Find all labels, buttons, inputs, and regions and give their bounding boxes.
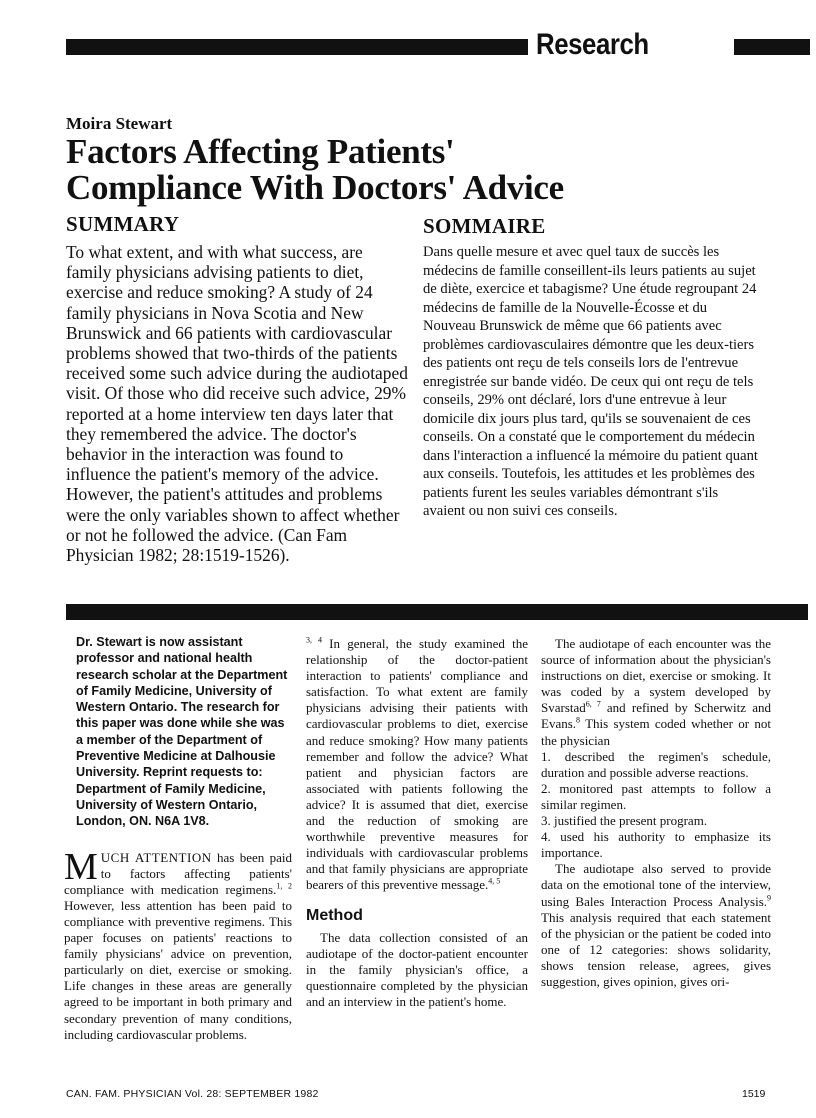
author-name: Moira Stewart bbox=[66, 114, 173, 133]
intro-text-c: In general, the study examined the relationship of the doctor-patient interaction to patients' compliance and satisfaction. To what extent are family physicians advising their patients with cardiovascular problems to diet, exercise and reduce smoking? How many patients remember and follow the advice? What patient and physician factors are associated with patients following the advice? It is assumed that diet, exercise and the reduction of smoking are worthwhile preventive measures for individuals with cardiovascular problems and that family physicians are appropriate bearers of this preventive message. bbox=[306, 636, 528, 893]
sommaire-text: Dans quelle mesure et avec quel taux de succès les médecins de famille conseillent-ils leurs patients au sujet de diète, exercice et tabagisme? Une étude regroupant 24 médecins de famille de la Nouvelle-Écosse et du Nouveau Brunswick de même que 66 patients avec problèmes cardiovasculaires démontre que les deux-tiers des patients ont reçu de tels conseils lors de l'entrevue enregistrée sur bande vidéo. De ceux qui ont reçu de tels conseils, 29% ont déclaré, lors d'une entrevue à leur domicile dix jours plus tard, qu'ils se souvenaient de ces conseils. On a constaté que le comportement du médecin dans l'interaction a influencé la mémoire du patient quant aux conseils. Toutefois, les attitudes et les problèmes des patients furent les seules variables démontrant s'ils avaient ou non suivi ces conseils. bbox=[423, 244, 758, 519]
summary-text: To what extent, and with what success, are family physicians advising patients to diet, exercise and reduce smoking? A study of 24 family physicians in Nova Scotia and New Brunswick and 66 patients with cardiovascular problems showed that two-thirds of the patients received some such advice during the audiotaped visit. Of those who did receive such advice, 29% reported at a home interview ten days later that they remembered the advice. The doctor's behavior in the interaction was found to influence the patient's memory of the advice. However, the patient's attitudes and problems were the only variables shown to affect whether or not he followed the advice. (Can Fam Physician 1982; 28:1519-1526). bbox=[66, 242, 408, 566]
ref-3-4: 3, 4 bbox=[306, 635, 322, 645]
method-text-c: This system coded whether or not the physician bbox=[541, 716, 771, 748]
column-2 bbox=[306, 636, 528, 1010]
intro-paragraph bbox=[64, 845, 292, 1043]
method-heading: Method bbox=[306, 906, 363, 924]
method-text-a: The audiotape of each encounter was the source of information about the physician's instructions on diet, exercise or smoking. It was coded by a system developed by Svarstad bbox=[541, 636, 771, 716]
article-title bbox=[66, 134, 806, 206]
title-line-2: Compliance With Doctors' Advice bbox=[66, 168, 564, 207]
list-item: 1. described the regimen's schedule, duration and possible adverse reactions. bbox=[541, 748, 771, 780]
method-paragraph-1: The data collection consisted of an audiotape of the doctor-patient encounter in the family physician's office, a questionnaire completed by the physician and an interview in the patient's home. bbox=[306, 929, 528, 1009]
summary-heading: SUMMARY bbox=[66, 212, 180, 236]
ref-1-2: 1, 2 bbox=[276, 881, 292, 891]
method-paragraph-3 bbox=[541, 861, 771, 990]
column-1 bbox=[64, 634, 292, 1043]
drop-cap: M bbox=[64, 845, 98, 888]
ref-9: 9 bbox=[767, 893, 771, 903]
intro-lead-caps: UCH ATTENTION bbox=[100, 849, 212, 865]
page-number: 1519 bbox=[742, 1088, 766, 1100]
method-text-d: The audiotape also served to provide data on the emotional tone of the interview, using Bales Interaction Process Analysis. bbox=[541, 861, 771, 909]
method-paragraph-2 bbox=[541, 636, 771, 749]
intro-continued bbox=[306, 636, 528, 894]
journal-citation: CAN. FAM. PHYSICIAN Vol. 28: SEPTEMBER 1982 bbox=[66, 1088, 319, 1100]
ref-6-7: 6, 7 bbox=[585, 700, 601, 710]
sommaire-heading: SOMMAIRE bbox=[423, 214, 546, 238]
intro-text-a: has been paid to factors affecting patients' compliance with medication regimens. bbox=[64, 849, 292, 897]
ref-8: 8 bbox=[576, 716, 581, 726]
banner-bar-right bbox=[734, 39, 810, 55]
author-bio: Dr. Stewart is now assistant professor and national health research scholar at the Department of Family Medicine, University of Western Ontario. The research for this paper was done while she was a member of the Department of Preventive Medicine at Dalhousie University. Reprint requests to: Department of Family Medicine, University of Western Ontario, London, ON. N6A 1V8. bbox=[76, 635, 288, 829]
list-item: 3. justified the present program. bbox=[541, 813, 708, 829]
column-3 bbox=[541, 636, 771, 990]
ref-4-5: 4, 5 bbox=[488, 877, 501, 887]
method-text-e: This analysis required that each statement of the physician or the patient be coded into one of 12 categories: shows solidarity, shows tension release, agrees, gives suggestion, gives opinion, gives ori- bbox=[541, 909, 771, 989]
list-item: 4. used his authority to emphasize its importance. bbox=[541, 829, 771, 861]
title-line-1: Factors Affecting Patients' bbox=[66, 132, 455, 171]
banner-bar-left bbox=[66, 39, 528, 55]
section-label: Research bbox=[536, 28, 649, 61]
method-text-b: and refined by Scherwitz and Evans. bbox=[541, 700, 771, 732]
section-banner bbox=[66, 28, 810, 61]
list-item: 2. monitored past attempts to follow a similar regimen. bbox=[541, 780, 771, 812]
intro-text-b: However, less attention has been paid to compliance with preventive regimens. This paper focuses on patients' reactions to family physicians' advice on prevention, particularly on diet, exercise or smoking. Life changes in these areas are generally agreed to be important in both primary and secondary prevention of many conditions, including cardiovascular problems. bbox=[64, 897, 292, 1042]
section-divider bbox=[66, 604, 808, 620]
